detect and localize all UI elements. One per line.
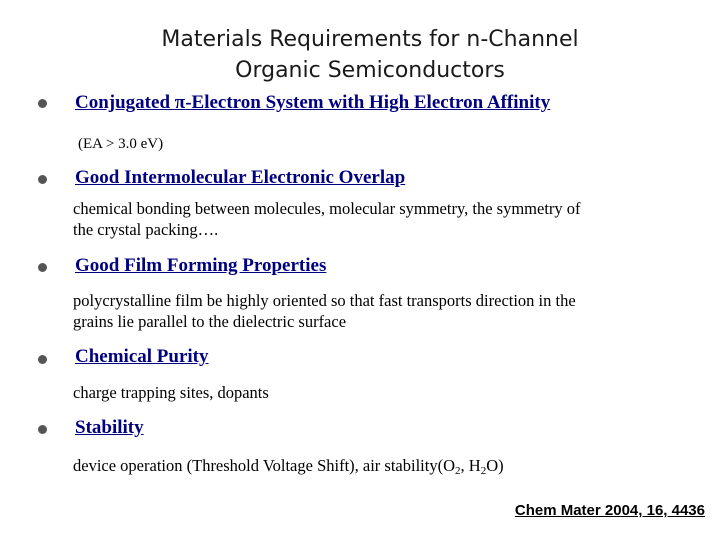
item-detail-ea: (EA > 3.0 eV)	[78, 136, 164, 152]
item-heading-overlap: Good Intermolecular Electronic Overlap	[75, 167, 406, 188]
item-detail-purity: charge trapping sites, dopants	[73, 383, 269, 402]
item-heading-purity: Chemical Purity	[75, 346, 209, 367]
bullet-dot	[38, 175, 47, 184]
item-detail-overlap: chemical bonding between molecules, molecular symmetry, the symmetry of the crystal packing….	[73, 199, 581, 239]
citation-link[interactable]: Chem Mater 2004, 16, 4436	[514, 502, 705, 519]
item-heading-film: Good Film Forming Properties	[75, 255, 327, 276]
pi-symbol: π	[174, 92, 186, 113]
bullet-dot	[38, 99, 47, 108]
bullet-dot	[38, 355, 47, 364]
bullet-dot	[38, 425, 47, 434]
bullet-dot	[38, 263, 47, 272]
item-heading-stability: Stability	[75, 417, 144, 438]
item-detail-stability: device operation (Threshold Voltage Shift), air $stability(O_2$, $H_2O$)	[73, 456, 504, 477]
item-detail-film: polycrystalline film be highly oriented so that fast transports direction in the grains lie parallel to the dielectric surface	[73, 291, 576, 331]
item-heading-conjugated: Conjugated π-Electron System with High Electron Affinity	[75, 92, 551, 113]
slide-title-line-2: Organic Semiconductors	[235, 58, 505, 83]
slide-title-line-1: Materials Requirements for n-Channel	[161, 27, 579, 52]
slide-title	[0, 24, 720, 86]
